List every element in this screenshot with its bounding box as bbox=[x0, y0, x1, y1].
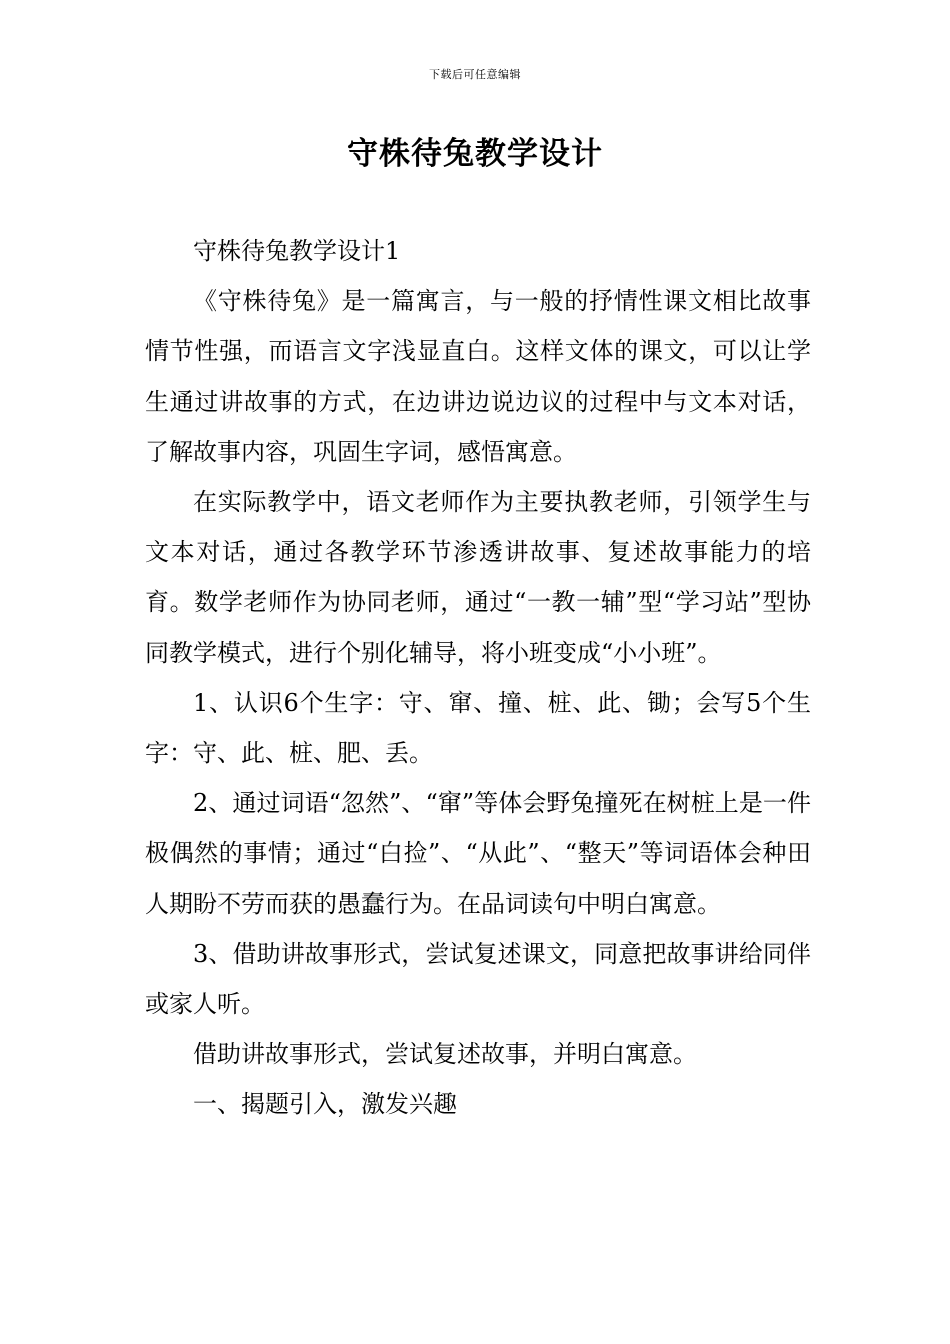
section-heading: 守株待兔教学设计1 bbox=[193, 237, 401, 265]
step-heading-1: 一、揭题引入，激发兴趣 bbox=[193, 1090, 457, 1119]
paragraph-practice: 在实际教学中，语文老师作为主要执教老师，引领学生与文本对话，通过各教学环节渗透讲故事、复述故事能力的培育。数学老师作为协同老师，通过“一教一辅”型“学习站”型协同教学模式，进行个别化辅导，将小班变成“小小班”。 bbox=[145, 488, 811, 667]
document-body bbox=[145, 226, 811, 1130]
paragraph-intro: 《守株待兔》是一篇寓言，与一般的抒情性课文相比故事情节性强，而语言文字浅显直白。这样文体的课文，可以让学生通过讲故事的方式，在边讲边说边议的过程中与文本对话，了解故事内容，巩固生字词，感悟寓意。 bbox=[145, 287, 811, 466]
objective-2: 2、通过词语“忽然”、“窜”等体会野兔撞死在树桩上是一件极偶然的事情；通过“白捡”、“从此”、“整天”等词语体会种田人期盼不劳而获的愚蠢行为。在品词读句中明白寓意。 bbox=[145, 789, 811, 918]
document-title: 守株待兔教学设计 bbox=[347, 136, 603, 172]
header-note: 下载后可任意编辑 bbox=[429, 68, 521, 81]
key-point: 借助讲故事形式，尝试复述故事，并明白寓意。 bbox=[193, 1040, 697, 1069]
objective-3: 3、借助讲故事形式，尝试复述课文，同意把故事讲给同伴或家人听。 bbox=[145, 939, 811, 1019]
objective-1: 1、认识6个生字：守、窜、撞、桩、此、锄；会写5个生字：守、此、桩、肥、丢。 bbox=[145, 688, 811, 768]
